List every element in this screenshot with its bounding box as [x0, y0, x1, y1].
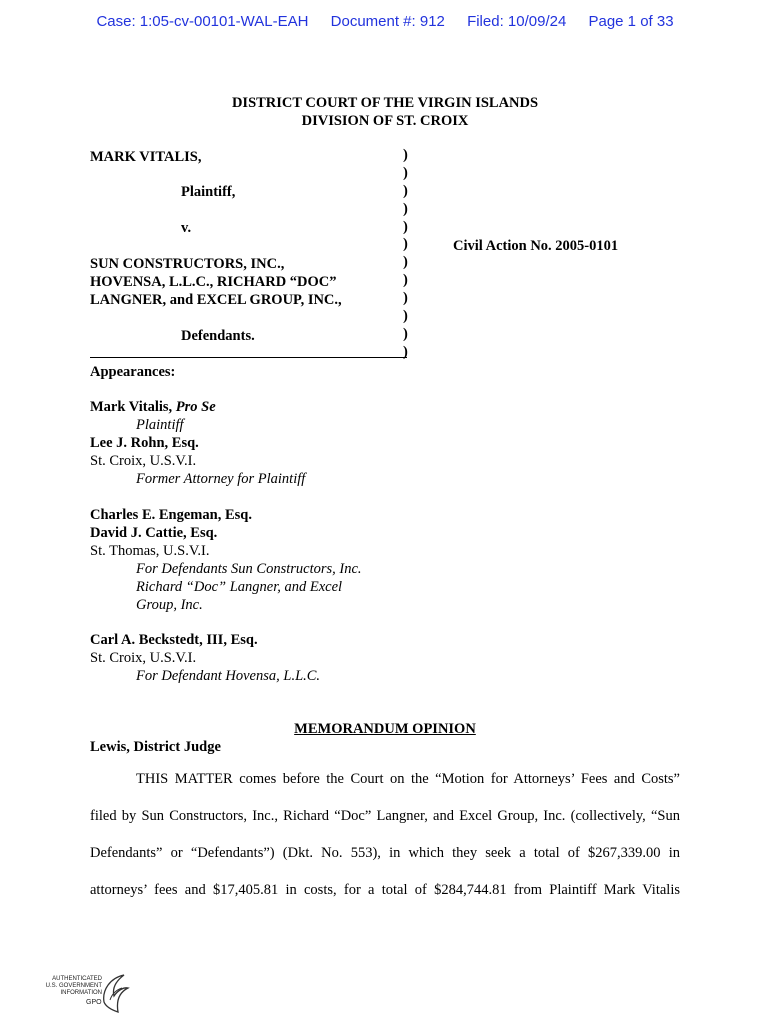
paren: ) — [403, 182, 408, 199]
seal-text-line: U.S. GOVERNMENT — [45, 983, 102, 989]
defendant-line-2: HOVENSA, L.L.C., RICHARD “DOC” — [90, 274, 337, 290]
cattie-name: David J. Cattie, Esq. — [90, 525, 218, 541]
paren: ) — [403, 236, 408, 253]
engeman-name: Charles E. Engeman, Esq. — [90, 507, 252, 523]
paren: ) — [403, 290, 408, 307]
body-line-1: THIS MATTER comes before the Court on the “Motion for Attorneys’ Fees and Costs” — [136, 771, 680, 787]
paren: ) — [403, 218, 408, 235]
gpo-mark: GPO — [86, 999, 102, 1006]
case-number: Case: 1:05-cv-00101-WAL-EAH — [96, 13, 309, 30]
seal-text — [42, 976, 102, 997]
defendant-line-1: SUN CONSTRUCTORS, INC., — [90, 256, 285, 272]
beckstedt-role: For Defendant Hovensa, L.L.C. — [136, 668, 321, 684]
judge-name: Lewis, District Judge — [90, 739, 221, 755]
body-line-3: Defendants” or “Defendants”) (Dkt. No. 553), in which they seek a total of $267,339.00 in — [90, 845, 680, 861]
seal-text-line: AUTHENTICATED — [52, 976, 102, 982]
vitalis-entry — [90, 398, 216, 416]
page-indicator: Page 1 of 33 — [588, 13, 674, 30]
beckstedt-location: St. Croix, U.S.V.I. — [90, 650, 197, 666]
filing-stamp — [0, 13, 770, 30]
caption-underline — [90, 357, 407, 358]
civil-action-number: Civil Action No. 2005-0101 — [453, 238, 619, 254]
seal-text-line: INFORMATION — [60, 990, 102, 996]
body-line-2: filed by Sun Constructors, Inc., Richard “Doc” Langner, and Excel Group, Inc. (collectively, “Sun — [90, 808, 680, 824]
paren: ) — [403, 325, 408, 342]
defendants-role: Defendants. — [181, 328, 255, 344]
paren: ) — [403, 272, 408, 289]
court-name: DISTRICT COURT OF THE VIRGIN ISLANDS — [231, 95, 539, 111]
vitalis-name: Mark Vitalis, — [90, 399, 173, 415]
plaintiff-role: Plaintiff, — [181, 184, 236, 200]
defendant-line-3: LANGNER, and EXCEL GROUP, INC., — [90, 292, 342, 308]
paren: ) — [403, 164, 408, 181]
paren: ) — [403, 308, 408, 325]
opinion-title: MEMORANDUM OPINION — [294, 721, 476, 737]
paren: ) — [403, 343, 408, 360]
gpo-authentication-seal — [42, 972, 132, 1018]
plaintiff-name: MARK VITALIS, — [90, 149, 202, 165]
eagle-icon — [100, 972, 130, 1016]
rohn-name: Lee J. Rohn, Esq. — [90, 435, 199, 451]
sun-role-line-2: Richard “Doc” Langner, and Excel — [136, 579, 343, 595]
rohn-location: St. Croix, U.S.V.I. — [90, 453, 197, 469]
vitalis-role: Plaintiff — [136, 417, 184, 433]
versus: v. — [181, 220, 192, 236]
document-number: Document #: 912 — [330, 13, 445, 30]
appearances-heading: Appearances: — [90, 364, 176, 380]
paren: ) — [403, 254, 408, 271]
filed-date: Filed: 10/09/24 — [467, 13, 567, 30]
caption-parentheses — [403, 147, 408, 362]
paren: ) — [403, 200, 408, 217]
beckstedt-name: Carl A. Beckstedt, III, Esq. — [90, 632, 258, 648]
rohn-role: Former Attorney for Plaintiff — [136, 471, 306, 487]
court-division: DIVISION OF ST. CROIX — [301, 113, 469, 129]
body-line-4: attorneys’ fees and $17,405.81 in costs, for a total of $284,744.81 from Plaintiff Mark Vitalis — [90, 882, 680, 898]
paren: ) — [403, 147, 408, 163]
sun-role-line-1: For Defendants Sun Constructors, Inc. — [136, 561, 362, 577]
pro-se-label: Pro Se — [175, 399, 216, 415]
sun-role-line-3: Group, Inc. — [136, 597, 203, 613]
sun-location: St. Thomas, U.S.V.I. — [90, 543, 210, 559]
